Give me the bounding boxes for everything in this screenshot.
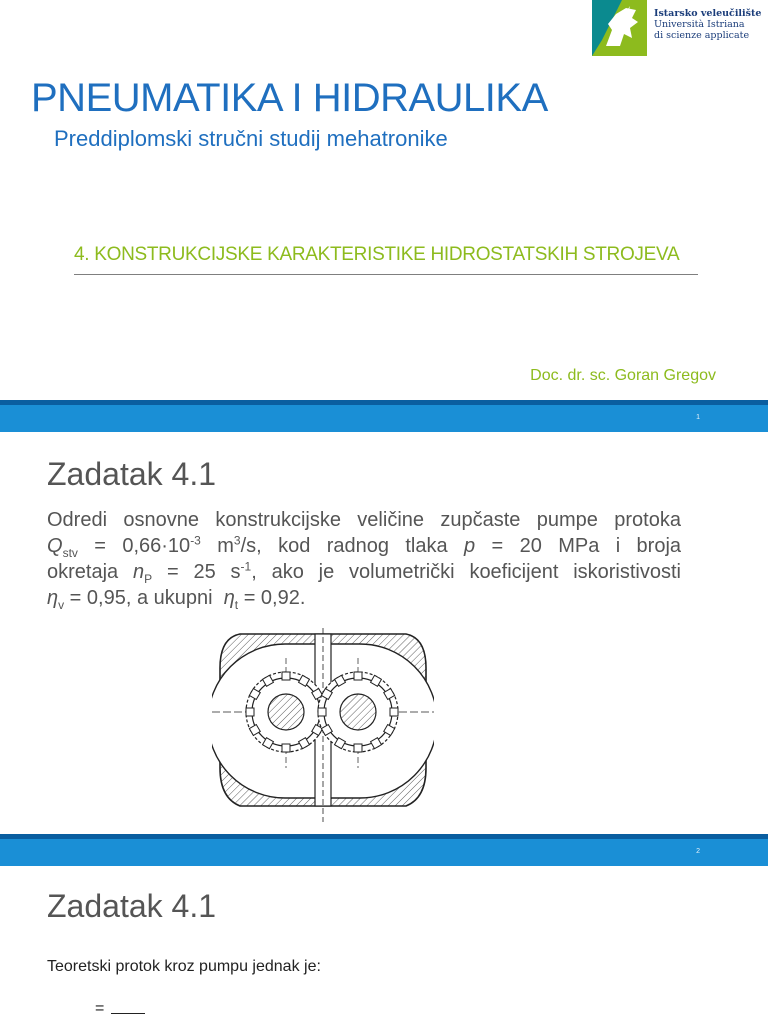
slide-1 <box>0 0 768 402</box>
course-subtitle: Preddiplomski stručni studij mehatronike <box>54 126 448 151</box>
q-unit: m <box>200 535 234 557</box>
gear-tooth <box>354 672 362 680</box>
gear-tooth <box>390 708 398 716</box>
n-sub: P <box>144 572 153 586</box>
task-line-2 <box>47 533 681 559</box>
left-gear <box>246 672 326 752</box>
q-unit-exp: 3 <box>233 533 241 548</box>
n-symbol: n <box>132 561 145 583</box>
author-name: Doc. dr. sc. Goran Gregov <box>530 367 716 384</box>
page-number-2: 2 <box>696 848 700 855</box>
formula-fraction-bar <box>111 1013 145 1014</box>
eta-v-sub: v <box>58 598 65 612</box>
course-title: PNEUMATIKA I HIDRAULIKA <box>31 76 548 120</box>
theoretical-flow-text: Teoretski protok kroz pumpu jednak je: <box>47 958 321 975</box>
logo-mark-icon <box>592 0 647 56</box>
slide-2-footer-band <box>0 839 768 866</box>
q-sub: stv <box>62 546 78 560</box>
formula-equals: = <box>95 1000 105 1017</box>
gear-tooth <box>282 744 290 752</box>
slide-2-heading: Zadatak 4.1 <box>47 456 216 492</box>
slide-3-heading: Zadatak 4.1 <box>47 888 216 924</box>
gear-tooth <box>354 744 362 752</box>
n-value: = 25 s <box>152 561 241 583</box>
eta-v-symbol: η <box>47 587 59 609</box>
institution-logo <box>592 0 768 56</box>
slide-1-footer-band <box>0 405 768 432</box>
slide-3 <box>0 866 768 1024</box>
eta-t-value: = 0,92. <box>238 587 306 609</box>
page-number-1: 1 <box>696 414 700 421</box>
l3-pre: okretaja <box>47 561 133 583</box>
gear-tooth <box>246 708 254 716</box>
q-exp: -3 <box>190 533 201 548</box>
chapter-divider <box>74 274 698 275</box>
gear-pump-diagram <box>212 628 434 822</box>
right-gear <box>318 672 398 752</box>
logo-line-1: Istarsko veleučilište <box>654 8 762 19</box>
q-symbol: Q <box>47 535 63 557</box>
eta-t-sub: t <box>234 598 239 612</box>
logo-line-2: Università Istriana <box>654 19 745 30</box>
eta-v-value: = 0,95, a ukupni <box>64 587 219 609</box>
gear-tooth <box>282 672 290 680</box>
task-line-3 <box>47 559 681 585</box>
p-rest: = 20 MPa i broja <box>475 535 682 557</box>
q-value: = 0,66·10 <box>77 535 191 557</box>
logo-text <box>654 8 761 41</box>
task-line-4 <box>47 585 681 611</box>
l3-rest: , ako je volumetrički koeficijent iskoristivosti <box>251 561 681 583</box>
logo-line-3: di scienze applicate <box>654 30 750 41</box>
n-exp: -1 <box>240 559 252 574</box>
eta-t-symbol: η <box>223 587 235 609</box>
p-symbol: p <box>464 535 476 557</box>
gear-tooth <box>318 708 326 716</box>
slide-2 <box>0 432 768 836</box>
task-text <box>47 507 681 611</box>
task-line-1: Odredi osnovne konstrukcijske veličine zupčaste pumpe protoka <box>47 509 681 531</box>
chapter-title: 4. KONSTRUKCIJSKE KARAKTERISTIKE HIDROSTATSKIH STROJEVA <box>74 244 680 265</box>
q-rest: /s, kod radnog tlaka <box>240 535 465 557</box>
